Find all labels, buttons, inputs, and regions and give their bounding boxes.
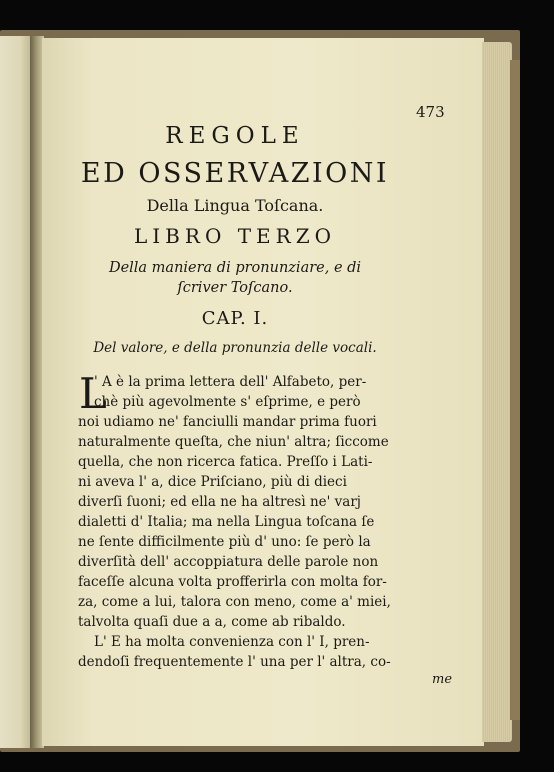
book-subtitle: [72, 258, 398, 298]
book-subtitle-line-1: Della maniera di pronunziare, e di: [108, 260, 362, 276]
book-subtitle-line-2: ſcriver Toſcano.: [177, 280, 293, 296]
body-line: dendoſi frequentemente l' una per l' altra, co-: [78, 654, 391, 670]
body-line: faceſſe alcuna volta profferirla con molta for-: [78, 574, 387, 590]
title-line-3: Della Lingua Toſcana.: [146, 196, 324, 215]
drop-cap: L: [79, 369, 107, 418]
body-line: noi udiamo ne' fanciulli mandar prima fuori: [78, 414, 377, 430]
cover-edge: [510, 60, 520, 720]
body-line: ne ſente difficilmente più d' uno: ſe però la: [78, 534, 371, 550]
body-line: L' E ha molta convenienza con l' I, pren-: [94, 634, 370, 650]
chapter-heading: CAP. I.: [201, 308, 269, 329]
body-line: naturalmente queſta, che niun' altra; ſiccome: [78, 434, 389, 450]
body-line: chè più agevolmente s' eſprime, e però: [94, 394, 361, 410]
body-line: ' A è la prima lettera dell' Alfabeto, per-: [94, 374, 367, 390]
page-number: 473: [416, 103, 445, 121]
left-page-edge: [0, 36, 34, 748]
title-line-1: REGOLE: [165, 123, 305, 149]
body-line: ni aveva l' a, dice Priſciano, più di dieci: [78, 474, 347, 490]
chapter-subtitle: Del valore, e della pronunzia delle vocali.: [93, 340, 377, 356]
body-line: za, come a lui, talora con meno, come a' miei,: [78, 594, 391, 610]
body-line: quella, che non ricerca fatica. Preſſo i Lati-: [78, 454, 373, 470]
body-line: diverſi ſuoni; ed ella ne ha altresì ne' varj: [78, 494, 361, 510]
body-line: dialetti d' Italia; ma nella Lingua toſcana ſe: [78, 514, 375, 530]
title-line-2: ED OSSERVAZIONI: [80, 158, 390, 189]
book-title: LIBRO TERZO: [134, 224, 336, 248]
body-line: talvolta quaſi due a a, come ab ribaldo.: [78, 614, 346, 630]
catchword: me: [432, 672, 453, 687]
page-edges: [482, 42, 512, 742]
body-line: diverſità dell' accoppiatura delle parole non: [78, 554, 379, 570]
